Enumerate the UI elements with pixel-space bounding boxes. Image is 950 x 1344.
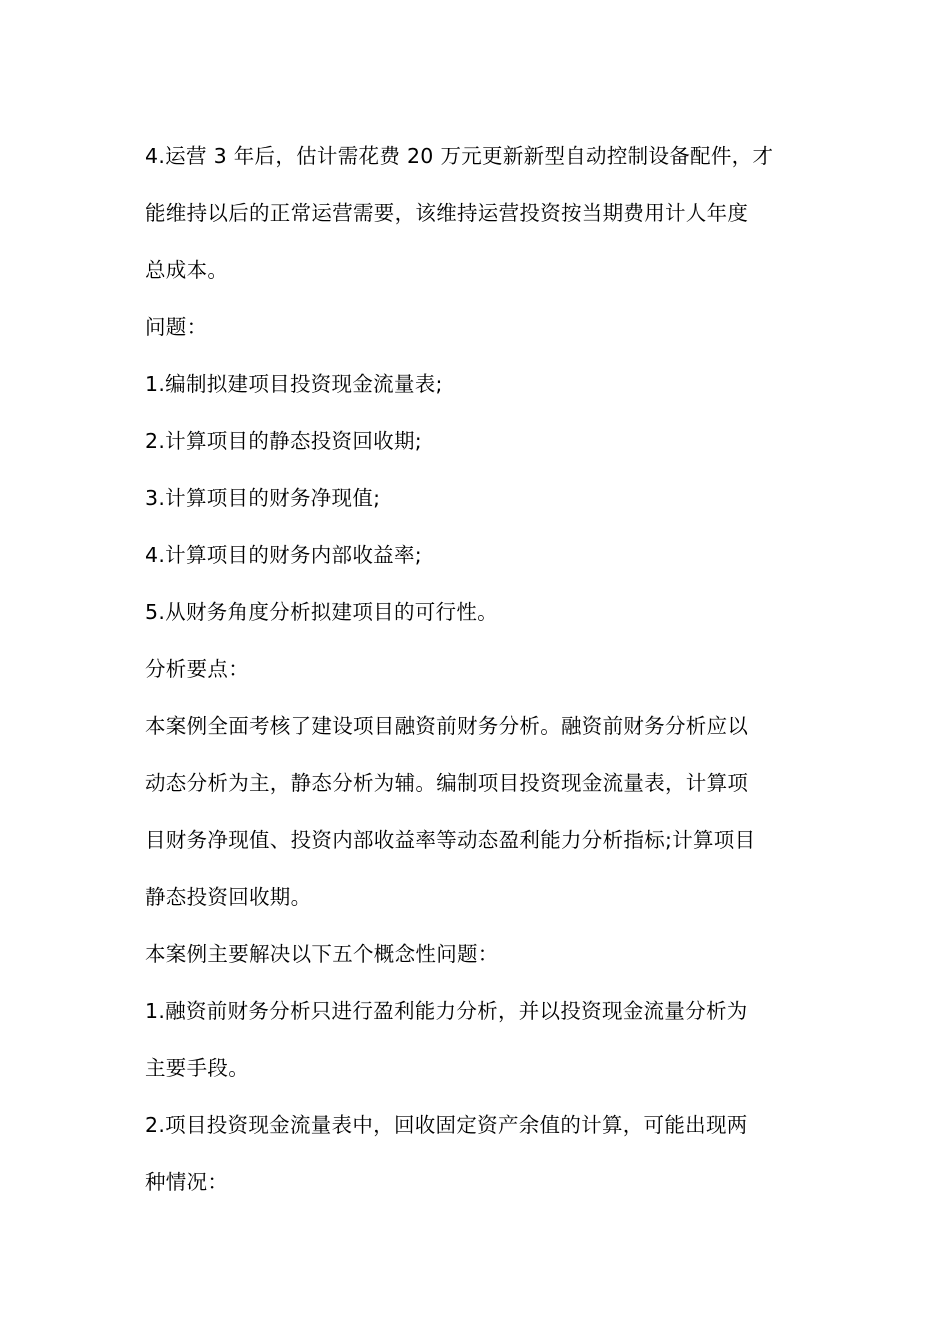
text-line: 静态投资回收期。 — [145, 885, 312, 909]
concept-item: 1.融资前财务分析只进行盈利能力分析，并以投资现金流量分析为 — [145, 999, 748, 1023]
question-item: 5.从财务角度分析拟建项目的可行性。 — [145, 600, 498, 624]
document-body — [145, 128, 815, 1211]
text-line: 本案例全面考核了建设项目融资前财务分析。融资前财务分析应以 — [145, 714, 749, 738]
question-item: 1.编制拟建项目投资现金流量表; — [145, 372, 443, 396]
section-heading-analysis: 分析要点： — [145, 657, 249, 681]
text-line: 目财务净现值、投资内部收益率等动态盈利能力分析指标;计算项目 — [145, 828, 756, 852]
text-line: 本案例主要解决以下五个概念性问题： — [145, 942, 499, 966]
text-line: 动态分析为主，静态分析为辅。编制项目投资现金流量表，计算项 — [145, 771, 749, 795]
text-line: 主要手段。 — [145, 1056, 249, 1080]
text-line: 能维持以后的正常运营需要，该维持运营投资按当期费用计人年度 — [145, 201, 749, 225]
question-item: 4.计算项目的财务内部收益率; — [145, 543, 422, 567]
text-line: 4.运营 3 年后，估计需花费 20 万元更新新型自动控制设备配件，才 — [145, 144, 774, 168]
concept-item: 2.项目投资现金流量表中，回收固定资产余值的计算，可能出现两 — [145, 1113, 748, 1137]
text-line: 总成本。 — [145, 258, 229, 282]
question-item: 3.计算项目的财务净现值; — [145, 486, 381, 510]
question-item: 2.计算项目的静态投资回收期; — [145, 429, 422, 453]
text-line: 种情况： — [145, 1170, 229, 1194]
section-heading-questions: 问题： — [145, 315, 208, 339]
